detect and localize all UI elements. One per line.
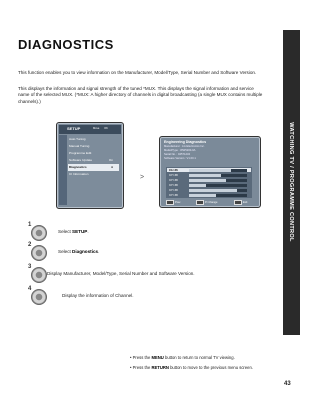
nav-button-icon xyxy=(31,289,47,305)
intro-paragraph-2: This displays the information and signal strength of the tuned *MUX. This displays the signal information and service name of the selected MUX. (*MUX: A higher directory of channels in digital broadcasting (a single MUX contains multiple channels).) xyxy=(18,86,263,104)
section-side-tab-label: WATCHING TV / PROGRAMME CONTROL xyxy=(288,122,294,242)
menu-button-icon xyxy=(31,225,47,241)
diagnostics-info-line: Model/Type : WW5200-0A xyxy=(164,149,196,152)
channel-row[interactable]: CH 38 xyxy=(167,173,251,178)
diagnostics-info-line: Serial No. : 04571234 xyxy=(164,153,190,156)
setup-menu-screen xyxy=(56,122,124,209)
step-number: 1 xyxy=(28,222,32,228)
note-return: • Press the RETURN button to move to the previous menu screen. xyxy=(130,365,253,370)
channel-row[interactable]: CH 38 xyxy=(167,183,251,188)
page-title: DIAGNOSTICS xyxy=(18,37,114,52)
step-1-text: Select SETUP. xyxy=(58,229,89,234)
channel-signal-list xyxy=(166,167,252,198)
diagnostics-info-line: Manufacturer : LG Electronics Inc. xyxy=(164,145,205,148)
step-number: 3 xyxy=(28,264,32,270)
step-number: 4 xyxy=(28,286,32,292)
setup-menu-item[interactable]: Auto Tuning xyxy=(69,137,86,141)
diagnostics-info-line: Software Version : V1.00.1 xyxy=(164,157,196,160)
nav-button-icon xyxy=(31,245,47,261)
pr-change-key[interactable]: Pr Change xyxy=(196,200,217,205)
note-menu: • Press the MENU button to return to normal TV viewing. xyxy=(130,355,235,360)
arrow-icon: > xyxy=(140,174,145,181)
step-4-text: Display the information of Channel. xyxy=(62,293,134,298)
setup-menu-item[interactable]: CI Information xyxy=(69,172,89,176)
diagnostics-title: Engineering Diagnostics xyxy=(164,140,207,144)
channel-row[interactable]: CH 38 xyxy=(167,178,251,183)
nav-button-icon xyxy=(31,267,47,283)
step-3-text: Display Manufacturer, Model/Type, Serial Number and Software Version. xyxy=(47,271,195,276)
setup-menu-title: SETUP xyxy=(67,126,81,131)
step-2-text: Select Diagnostics. xyxy=(58,249,100,254)
channel-row-selected[interactable]: CH 36 xyxy=(167,168,251,173)
diagnostics-footer xyxy=(162,200,258,205)
page-number: 43 xyxy=(284,381,291,387)
prev-key[interactable]: Prev. xyxy=(166,200,181,205)
exit-key[interactable]: Exit xyxy=(234,200,247,205)
diagnostics-screen xyxy=(159,136,261,208)
intro-paragraph-1: This function enables you to view information on the Manufacturer, Model/Type, Serial Number and Software Version. xyxy=(18,70,257,75)
setup-menu-item-diagnostics[interactable]: Diagnostics ● xyxy=(68,164,119,171)
step-number: 2 xyxy=(28,242,32,248)
channel-row[interactable]: CH 38 xyxy=(167,193,251,198)
setup-menu-item[interactable]: Manual Tuning xyxy=(69,144,90,148)
setup-menu-item[interactable]: Software Update On xyxy=(69,158,113,162)
channel-row[interactable]: CH 38 xyxy=(167,188,251,193)
menu-category-icons xyxy=(59,135,67,205)
move-hint: Move xyxy=(93,127,100,130)
setup-menu-item[interactable]: Programme Edit xyxy=(69,151,92,155)
ok-hint: OK xyxy=(104,127,108,130)
setup-menu-nav-hint xyxy=(93,127,108,130)
